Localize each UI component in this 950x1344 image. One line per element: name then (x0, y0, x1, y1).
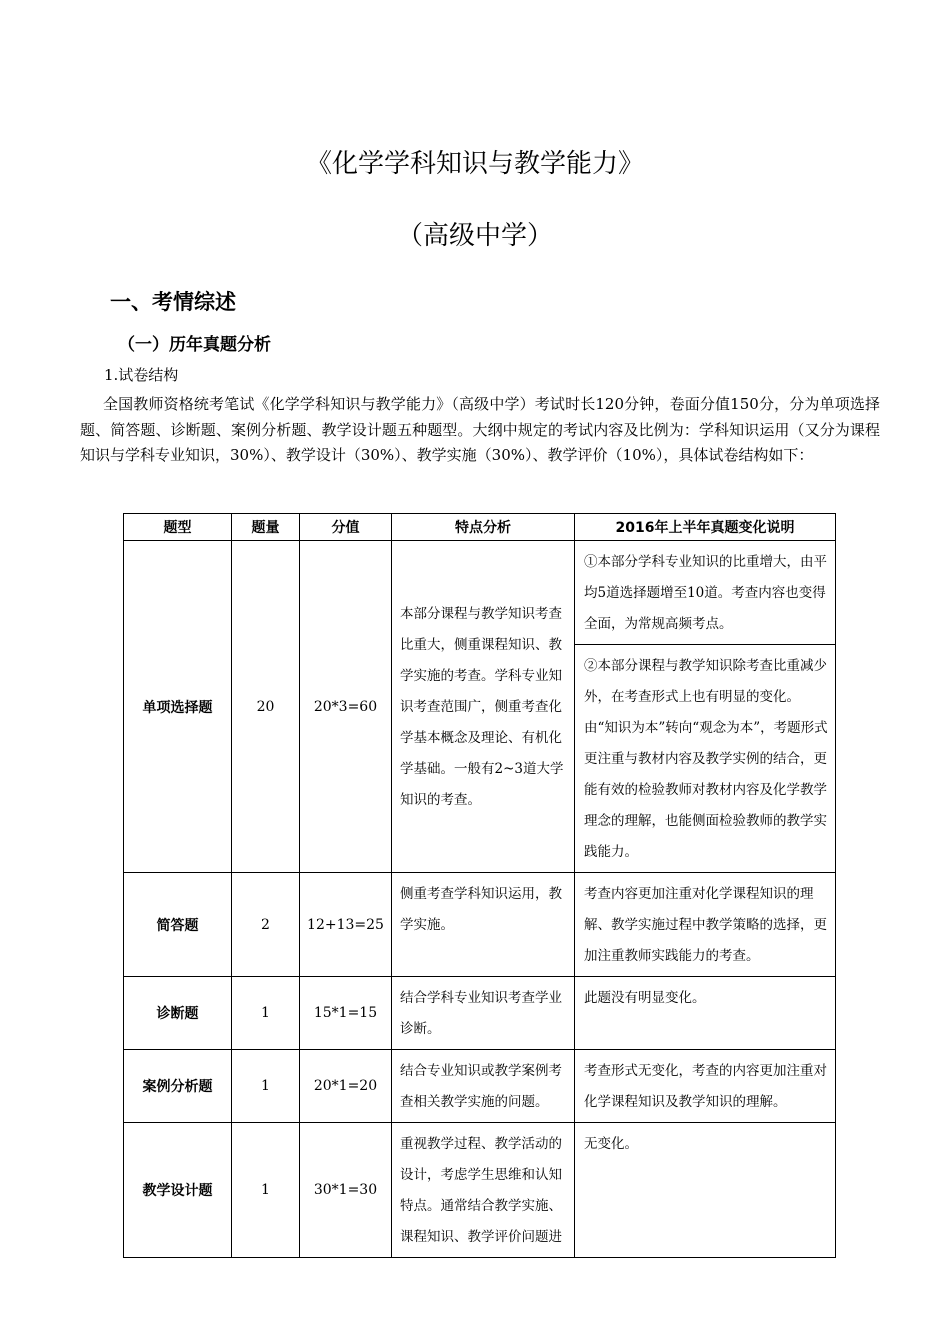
sub-subsection-heading: 1.试卷结构 (104, 366, 179, 384)
feature-analysis: 结合专业知识或教学案例考查相关教学实施的问题。 (392, 1050, 575, 1123)
feature-analysis: 侧重考查学科知识运用，教学实施。 (392, 873, 575, 977)
header-cell: 题型 (124, 514, 232, 541)
intro-paragraph: 全国教师资格统考笔试《化学学科知识与教学能力》（高级中学）考试时长120分钟，卷面分值150分，分为单项选择题、简答题、诊断题、案例分析题、教学设计题五种题型。大纲中规定的考试内容及比例为：学科知识运用（又分为课程知识与学科专业知识，30%）、教学设计（30%）、教学实施（30%）、教学评价（10%），具体试卷结构如下： (80, 395, 880, 465)
section-heading: 一、考情综述 (110, 290, 236, 314)
question-type: 单项选择题 (124, 541, 232, 873)
subsection-heading: （一）历年真题分析 (118, 335, 271, 355)
question-type: 诊断题 (124, 977, 232, 1050)
question-score: 15*1=15 (300, 977, 392, 1050)
question-count: 1 (232, 977, 300, 1050)
table-row (124, 1050, 836, 1123)
question-count: 20 (232, 541, 300, 873)
table-row (124, 873, 836, 977)
question-count: 1 (232, 1050, 300, 1123)
change-note: ②本部分课程与教学知识除考查比重减少外，在考查形式上也有明显的变化。由“知识为本”转向“观念为本”，考题形式更注重与教材内容及教学实例的结合，更能有效的检验教师对教材内容及化学教学理念的理解，也能侧面检验教师的教学实践能力。 (575, 645, 836, 873)
feature-analysis: 重视教学过程、教学活动的设计，考虑学生思维和认知特点。通常结合教学实施、课程知识、教学评价问题进 (392, 1123, 575, 1258)
question-score: 20*1=20 (300, 1050, 392, 1123)
question-count: 1 (232, 1123, 300, 1258)
table-row (124, 541, 836, 645)
change-note: 考查形式无变化，考查的内容更加注重对化学课程知识及教学知识的理解。 (575, 1050, 836, 1123)
change-note: 无变化。 (575, 1123, 836, 1258)
header-cell: 特点分析 (392, 514, 575, 541)
exam-structure-table (123, 513, 836, 1258)
feature-analysis: 本部分课程与教学知识考查比重大，侧重课程知识、教学实施的考查。学科专业知识考查范围广，侧重考查化学基本概念及理论、有机化学基础。一般有2~3道大学知识的考查。 (392, 541, 575, 873)
question-count: 2 (232, 873, 300, 977)
header-cell: 2016年上半年真题变化说明 (575, 514, 836, 541)
question-score: 20*3=60 (300, 541, 392, 873)
header-cell: 题量 (232, 514, 300, 541)
change-note: 此题没有明显变化。 (575, 977, 836, 1050)
feature-analysis: 结合学科专业知识考查学业诊断。 (392, 977, 575, 1050)
question-type: 案例分析题 (124, 1050, 232, 1123)
change-note: 考查内容更加注重对化学课程知识的理解、教学实施过程中教学策略的选择，更加注重教师实践能力的考查。 (575, 873, 836, 977)
question-type: 教学设计题 (124, 1123, 232, 1258)
document-subtitle: （高级中学） (396, 221, 553, 251)
table-row (124, 977, 836, 1050)
change-note: ①本部分学科专业知识的比重增大，由平均5道选择题增至10道。考查内容也变得全面，为常规高频考点。 (575, 541, 836, 645)
header-cell: 分值 (300, 514, 392, 541)
table-row (124, 1123, 836, 1258)
table-header-row (124, 514, 836, 541)
question-score: 12+13=25 (300, 873, 392, 977)
question-type: 简答题 (124, 873, 232, 977)
question-score: 30*1=30 (300, 1123, 392, 1258)
document-title: 《化学学科知识与教学能力》 (305, 149, 644, 179)
